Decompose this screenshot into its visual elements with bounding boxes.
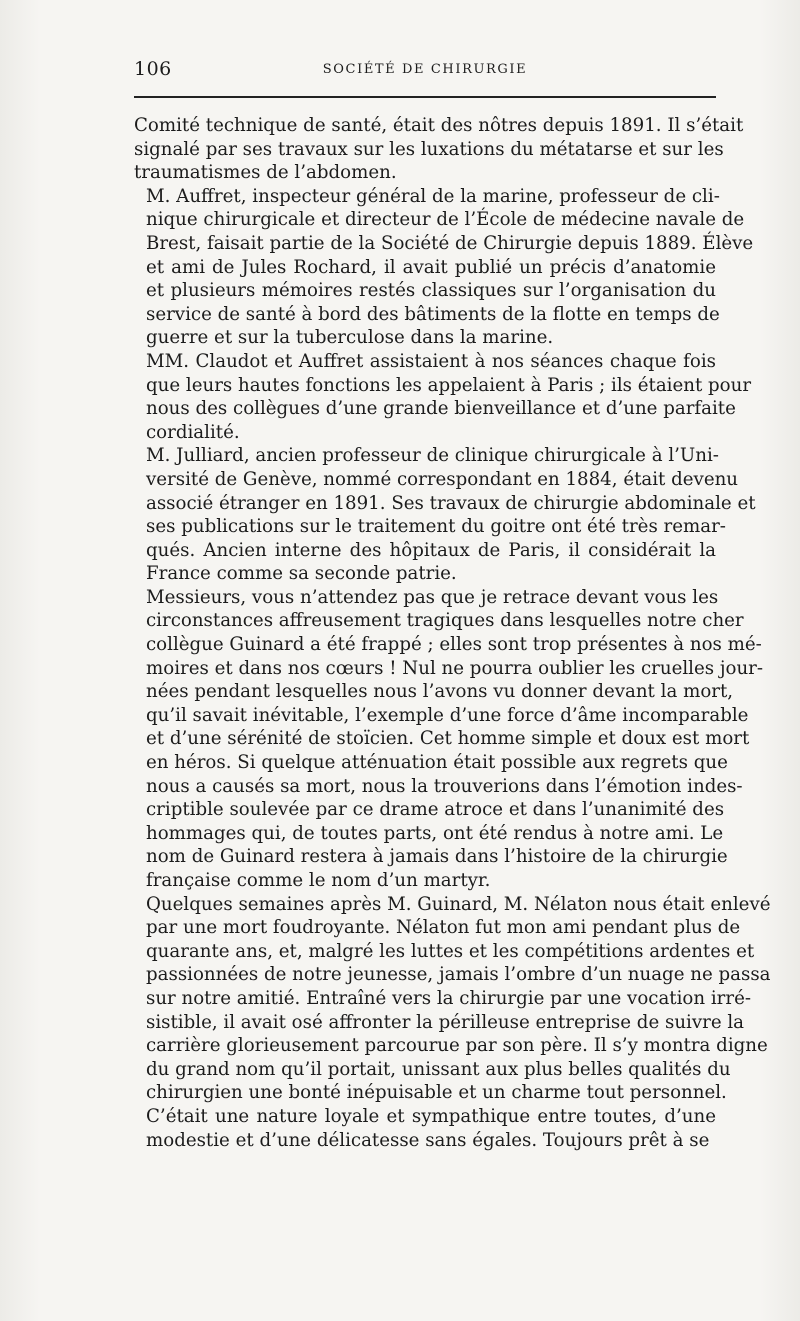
- text-line: ses publications sur le traitement du goitre ont été très remar-: [146, 516, 726, 538]
- page-header: [134, 58, 716, 84]
- text-line: MM. Claudot et Auffret assistaient à nos séances chaque fois: [146, 350, 716, 372]
- text-line: nous a causés sa mort, nous la trouverions dans l’émotion indes-: [146, 775, 743, 797]
- text-line: Quelques semaines après M. Guinard, M. Nélaton nous était enlevé: [146, 893, 771, 915]
- text-line: carrière glorieusement parcourue par son père. Il s’y montra digne: [146, 1035, 768, 1057]
- paragraph: [134, 444, 756, 586]
- text-line: du grand nom qu’il portait, unissant aux plus belles qualités du: [146, 1058, 731, 1080]
- text-line: traumatismes de l’abdomen.: [134, 162, 397, 184]
- text-line: modestie et d’une délicatesse sans égales. Toujours prêt à se: [146, 1129, 710, 1151]
- text-line: Messieurs, vous n’attendez pas que je retrace devant vous les: [146, 586, 719, 608]
- text-line: M. Julliard, ancien professeur de clinique chirurgicale à l’Uni-: [146, 445, 719, 467]
- paragraph: [134, 185, 754, 350]
- text-line: Brest, faisait partie de la Société de Chirurgie depuis 1889. Élève: [146, 232, 754, 254]
- text-line: et plusieurs mémoires restés classiques sur l’organisation du: [146, 280, 716, 302]
- text-line: nées pendant lesquelles nous l’avons vu donner devant la mort,: [146, 681, 734, 703]
- text-line: qués. Ancien interne des hôpitaux de Paris, il considérait la: [146, 539, 716, 561]
- paragraph: [134, 893, 771, 1153]
- body-text: [134, 114, 771, 1152]
- text-line: moires et dans nos cœurs ! Nul ne pourra oublier les cruelles jour-: [146, 657, 763, 679]
- text-line: chirurgien une bonté inépuisable et un charme tout personnel.: [146, 1082, 727, 1104]
- running-head: SOCIÉTÉ DE CHIRURGIE: [322, 62, 528, 77]
- text-line: et d’une sérénité de stoïcien. Cet homme simple et doux est mort: [146, 728, 750, 750]
- text-line: par une mort foudroyante. Nélaton fut mon ami pendant plus de: [146, 917, 741, 939]
- paragraph: [134, 114, 744, 185]
- text-line: sur notre amitié. Entraîné vers la chirurgie par une vocation irré-: [146, 987, 751, 1009]
- paragraph: [134, 350, 752, 444]
- text-line: collègue Guinard a été frappé ; elles sont trop présentes à nos mé-: [146, 634, 762, 656]
- text-line: sistible, il avait osé affronter la périlleuse entreprise de suivre la: [146, 1011, 745, 1033]
- text-line: signalé par ses travaux sur les luxations du métatarse et sur les: [134, 138, 724, 160]
- text-line: criptible soulevée par ce drame atroce et dans l’unanimité des: [146, 799, 725, 821]
- text-line: qu’il savait inévitable, l’exemple d’une force d’âme incomparable: [146, 704, 749, 726]
- text-line: nique chirurgicale et directeur de l’École de médecine navale de: [146, 209, 745, 231]
- text-line: France comme sa seconde patrie.: [146, 563, 457, 585]
- header-rule: [134, 96, 716, 98]
- text-line: quarante ans, et, malgré les luttes et les compétitions ardentes et: [146, 940, 755, 962]
- paragraph: [134, 586, 763, 893]
- text-line: associé étranger en 1891. Ses travaux de chirurgie abdominale et: [146, 492, 756, 514]
- text-line: M. Auffret, inspecteur général de la marine, professeur de cli-: [146, 185, 720, 207]
- text-line: que leurs hautes fonctions les appelaient à Paris ; ils étaient pour: [146, 374, 752, 396]
- text-line: versité de Genève, nommé correspondant en 1884, était devenu: [146, 468, 739, 490]
- page-number: 106: [134, 58, 172, 80]
- text-line: circonstances affreusement tragiques dans lesquelles notre cher: [146, 610, 744, 632]
- text-line: cordialité.: [146, 421, 240, 443]
- text-line: française comme le nom d’un martyr.: [146, 870, 491, 891]
- text-line: Comité technique de santé, était des nôtres depuis 1891. Il s’était: [134, 115, 744, 136]
- text-line: hommages qui, de toutes parts, ont été rendus à notre ami. Le: [146, 822, 724, 844]
- text-line: passionnées de notre jeunesse, jamais l’ombre d’un nuage ne passa: [146, 964, 771, 986]
- text-line: service de santé à bord des bâtiments de la flotte en temps de: [146, 303, 720, 325]
- text-line: et ami de Jules Rochard, il avait publié un précis d’anatomie: [146, 256, 716, 278]
- text-line: nom de Guinard restera à jamais dans l’histoire de la chirurgie: [146, 846, 728, 868]
- text-line: en héros. Si quelque atténuation était possible aux regrets que: [146, 752, 728, 774]
- text-line: C’était une nature loyale et sympathique entre toutes, d’une: [146, 1105, 716, 1127]
- text-line: nous des collègues d’une grande bienveillance et d’une parfaite: [146, 398, 736, 420]
- text-line: guerre et sur la tuberculose dans la marine.: [146, 327, 554, 349]
